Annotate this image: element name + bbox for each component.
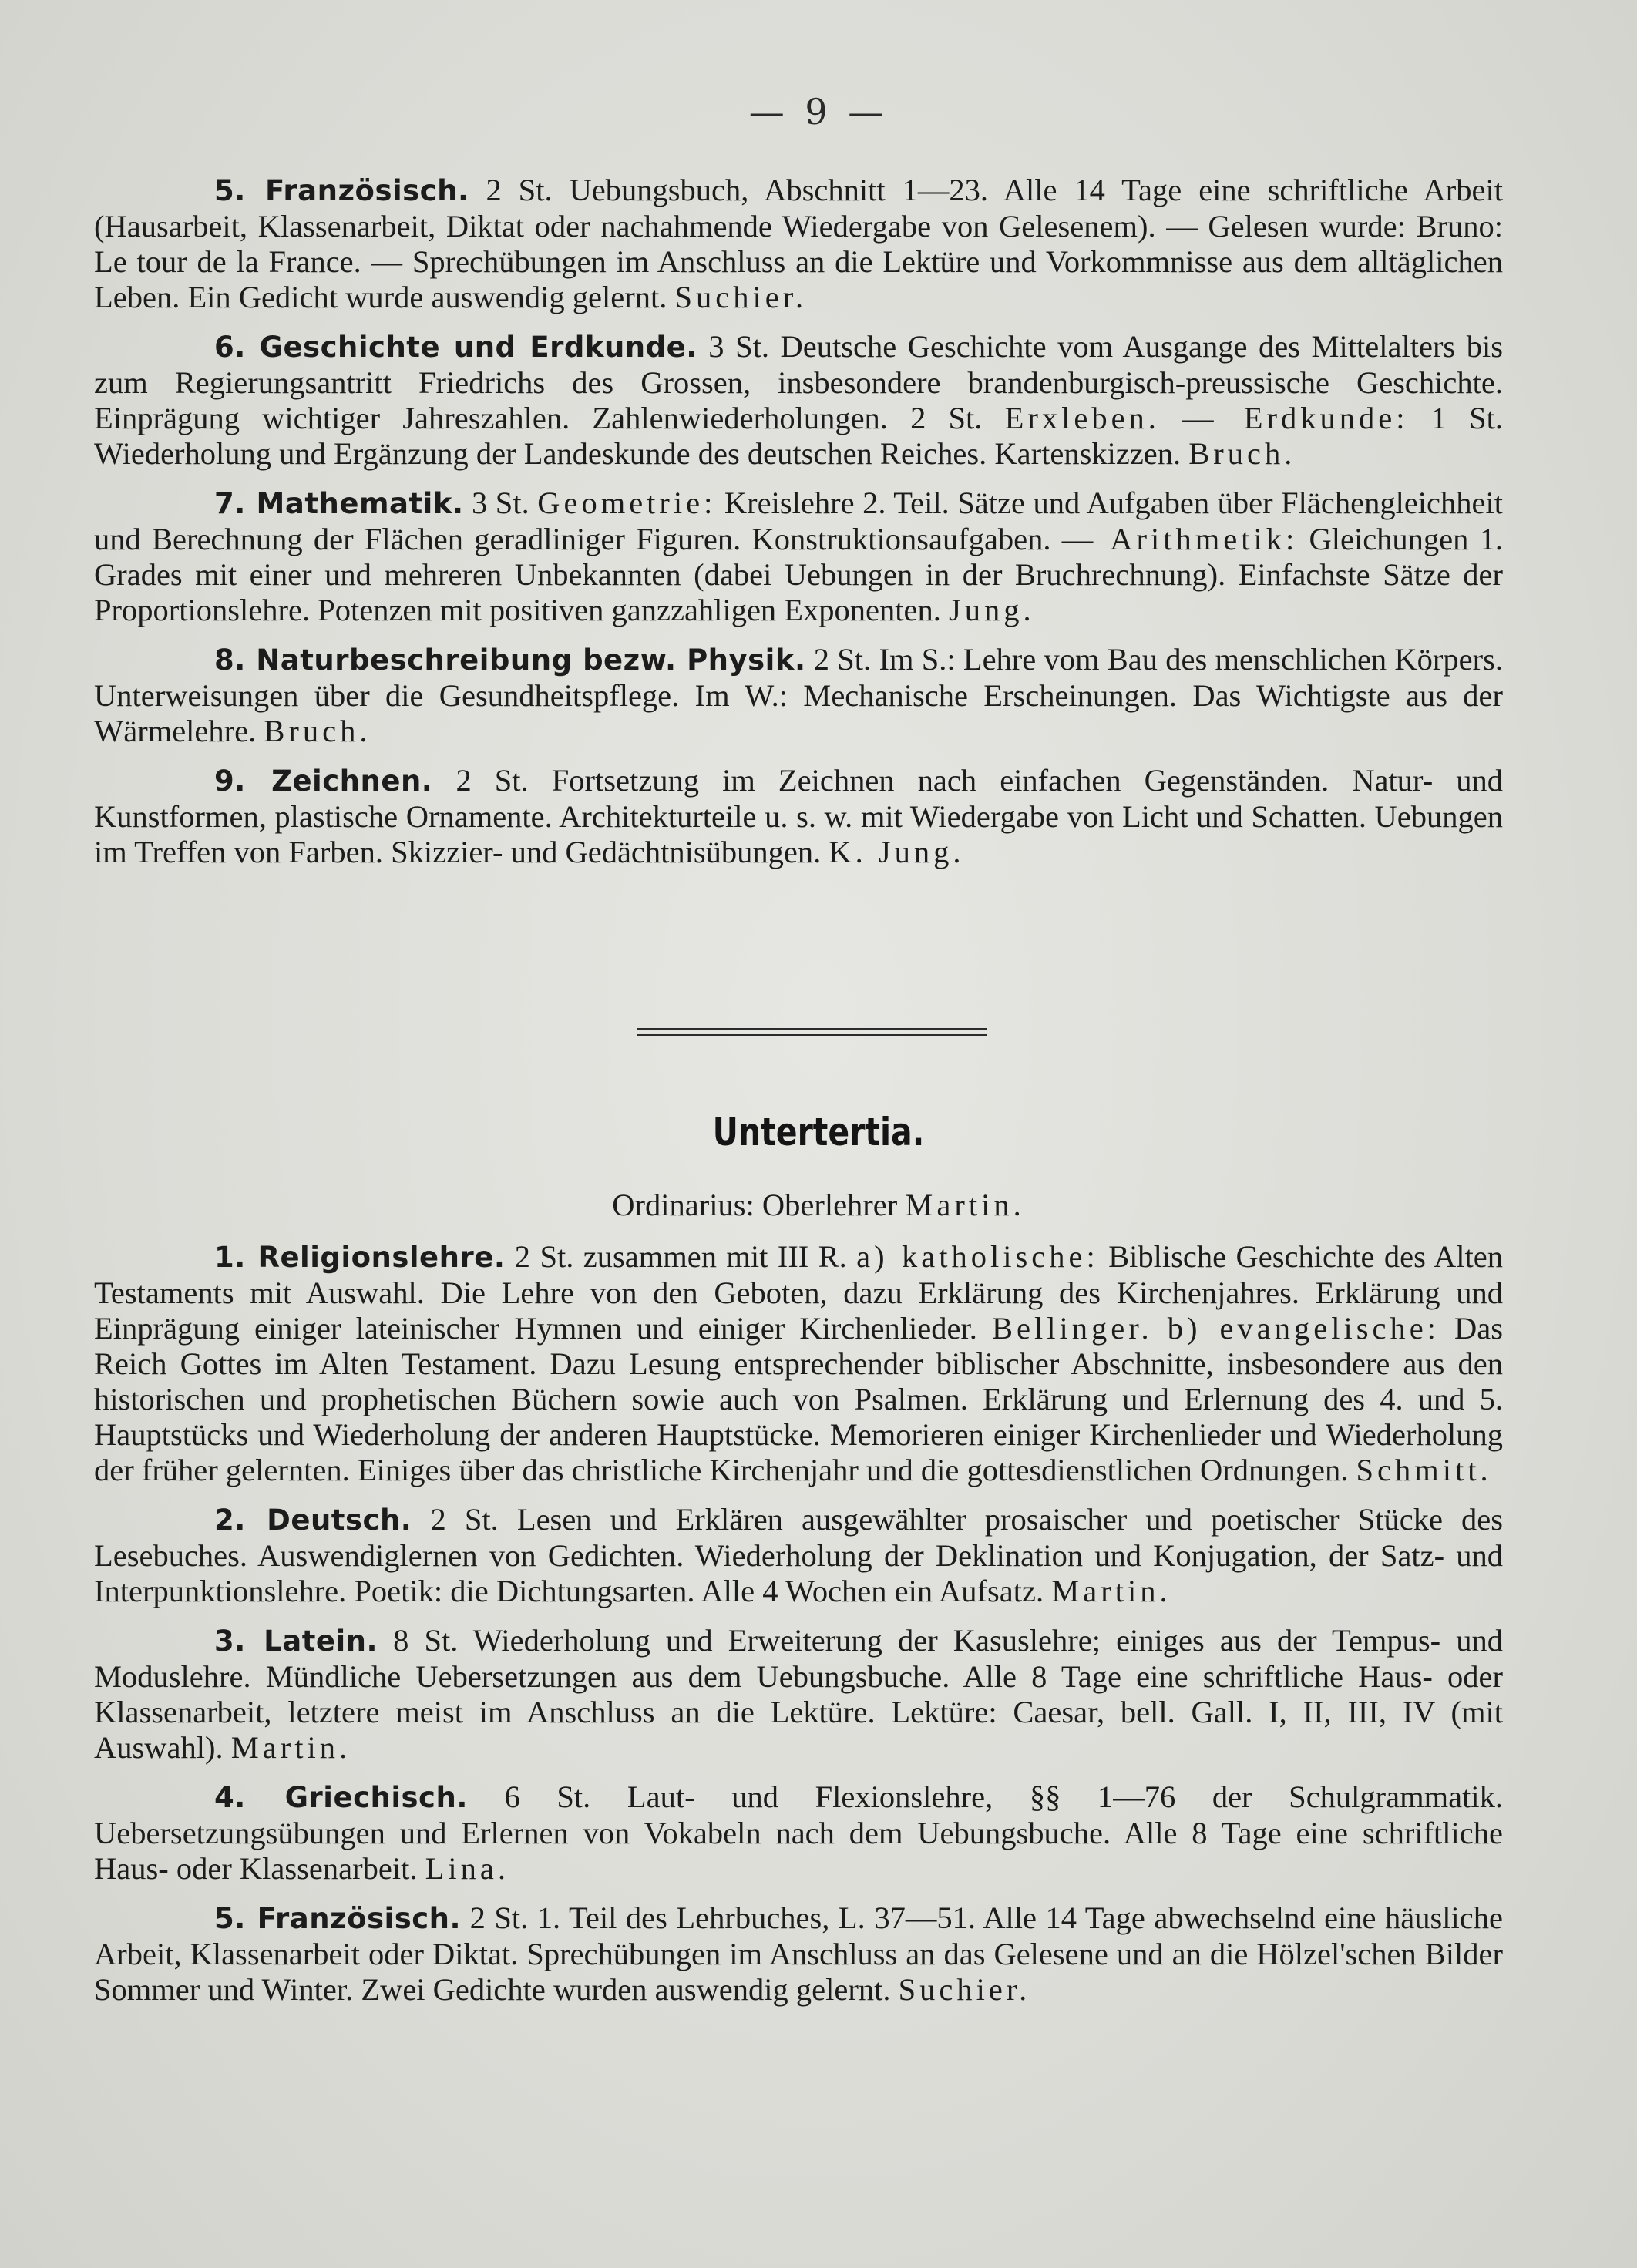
teacher-name: Schmitt. [1356, 1453, 1492, 1487]
paragraph-zeichnen [94, 763, 1503, 870]
bottom-section [94, 1239, 1503, 2021]
paragraph-body: Kreislehre 2. Teil. Sätze und Aufgaben über Flächengleichheit und Berechnung der Flächen geradliniger Figuren. Konstruktionsaufgaben. [94, 486, 1504, 556]
subject-heading: 8. Naturbeschreibung bezw. Physik. [214, 643, 806, 677]
subject-heading: 3. Latein. [214, 1625, 378, 1658]
subject-heading: 6. Geschichte und Erdkunde. [214, 331, 697, 364]
ordinarius-name: Martin. [905, 1188, 1025, 1222]
ordinarius-label: Ordinarius: Oberlehrer [612, 1188, 898, 1222]
paragraph-religion [94, 1239, 1503, 1488]
subject-heading: 9. Zeichnen. [214, 764, 433, 798]
teacher-name: Suchier. [898, 1972, 1031, 2007]
paragraph-latein [94, 1623, 1503, 1766]
sub-label: — Arithmetik: [1061, 522, 1299, 556]
top-section [94, 173, 1503, 884]
subject-heading: 5. Französisch. [214, 1902, 462, 1935]
teacher-name: Jung. [948, 593, 1035, 627]
teacher-name: Bruch. [264, 714, 371, 748]
sub-label: a) katholische: [856, 1239, 1099, 1274]
teacher-name: Bruch. [1188, 436, 1296, 471]
section-divider-top [637, 1028, 987, 1030]
paragraph-body: 1 St. Wiederholung und Ergänzung der Landeskunde des deutschen Reiches. Kartenskizzen. [94, 401, 1504, 471]
paragraph-body: Fortsetzung im Zeichnen nach einfachen Gegenständen. Natur- und Kunstformen, plastische Ornamente. Architekturteile u. s. w. mit Wiedergabe von Licht und Schatten. Uebungen im Treffen von Farben. Skizzier- und Gedächtnisübungen. [94, 763, 1504, 869]
teacher-name: Martin. [230, 1730, 351, 1765]
paragraph-griechisch [94, 1779, 1503, 1887]
teacher-name: Suchier. [674, 280, 808, 314]
hours: 2 St. [430, 1502, 499, 1537]
hours: 2 St. [455, 763, 529, 798]
paragraph-franzoesisch-2 [94, 1900, 1503, 2008]
page-number: — 9 — [748, 91, 889, 133]
hours: 6 St. [504, 1779, 591, 1814]
hours: 2 St. zusammen mit III R. [514, 1239, 847, 1274]
paragraph-geschichte [94, 329, 1503, 472]
paragraph-body: Gleichungen 1. Grades mit einer und mehreren Unbekannten (dabei Uebungen in der Bruchrechnung). Einfachste Sätze der Proportionslehre. Potenzen mit positiven ganzzahligen Exponenten. [94, 522, 1503, 627]
teacher-name: Erxleben. [1004, 401, 1160, 435]
ordinarius-line [0, 1187, 1637, 1223]
teacher-name: Lina. [425, 1851, 509, 1886]
paragraph-deutsch [94, 1502, 1503, 1609]
hours: 2 St. [486, 173, 553, 207]
subject-heading: 7. Mathematik. [214, 487, 464, 520]
subject-heading: 5. Französisch. [214, 174, 469, 207]
paragraph-body: Uebungsbuch, Abschnitt 1—23. Alle 14 Tage eine schriftliche Arbeit (Hausarbeit, Klassenarbeit, Diktat oder nachahmende Wiedergabe von Gelesenem). — Gelesen wurde: Bruno: Le tour de la France. — Sprechübungen im Anschluss an die Lektüre und Vorkommnisse aus dem alltäglichen Leben. Ein Gedicht wurde auswendig gelernt. [94, 173, 1503, 314]
subject-heading: 1. Religionslehre. [214, 1241, 506, 1274]
paragraph-body: Lesen und Erklären ausgewählter prosaischer und poetischer Stücke des Lesebuches. Auswendiglernen von Gedichten. Wiederholung der Deklination und Konjugation, der Satz- und Interpunktionslehre. Poetik: die Dichtungsarten. Alle 4 Wochen ein Aufsatz. [94, 1502, 1504, 1608]
teacher-name: Bellinger. [991, 1311, 1153, 1346]
teacher-name: Martin. [1051, 1574, 1171, 1608]
section-title: Untertertia. [712, 1110, 925, 1154]
paragraph-mathematik [94, 486, 1503, 628]
hours: 2 St. [469, 1900, 529, 1935]
subject-heading: 2. Deutsch. [214, 1504, 412, 1537]
paragraph-physik [94, 642, 1503, 749]
paragraph-franzoesisch [94, 173, 1503, 315]
hours: 2 St. [813, 642, 872, 677]
paragraph-body: Wiederholung und Erweiterung der Kasuslehre; einiges aus der Tempus- und Moduslehre. Mündliche Uebersetzungen aus dem Uebungsbuche. Alle 8 Tage eine schriftliche Haus- oder Klassenarbeit, letztere meist im Anschluss an die Lektüre. Lektüre: Caesar, bell. Gall. I, II, III, IV (mit Auswahl). [94, 1623, 1504, 1765]
paragraph-body: Das Reich Gottes im Alten Testament. Dazu Lesung entsprechender biblischer Abschnitte, insbesondere aus den historischen und prophetischen Büchern sowie auch von Psalmen. Erklärung und Erlernung des 4. und 5. Hauptstücks und Wiederholung der anderen Hauptstücke. Memorieren einiger Kirchenlieder und Wiederholung der früher gelernten. Einiges über das christliche Kirchenjahr und die gottesdienstlichen Ordnungen. [94, 1311, 1504, 1487]
section-divider-bottom [637, 1034, 987, 1036]
hours: 3 St. [472, 486, 529, 520]
paragraph-body: Biblische Geschichte des Alten Testaments mit Auswahl. Die Lehre von den Geboten, dazu Erklärung des Kirchenjahres. Erklärung und Einprägung einiger lateinischer Hymnen und einiger Kirchenlieder. [94, 1239, 1503, 1346]
teacher-name: K. Jung. [829, 835, 965, 869]
sub-label: b) evangelische: [1167, 1311, 1440, 1346]
paragraph-body: Laut- und Flexionslehre, §§ 1—76 der Schulgrammatik. Uebersetzungsübungen und Erlernen von Vokabeln nach dem Uebungsbuche. Alle 8 Tage eine schriftliche Haus- oder Klassenarbeit. [94, 1779, 1503, 1886]
subject-heading: 4. Griechisch. [214, 1781, 468, 1814]
sub-label: — Erdkunde: [1182, 401, 1409, 435]
hours: 8 St. [393, 1623, 459, 1658]
sub-label: Geometrie: [537, 486, 717, 520]
paragraph-body: Deutsche Geschichte vom Ausgange des Mittelalters bis zum Regierungsantritt Friedrichs des Grossen, insbesondere brandenburgisch-preussische Geschichte. Einprägung wichtiger Jahreszahlen. Zahlenwiederholungen. 2 St. [94, 329, 1503, 435]
paragraph-body: Im S.: Lehre vom Bau des menschlichen Körpers. Unterweisungen über die Gesundheitspflege. Im W.: Mechanische Erscheinungen. Das Wichtigste aus der Wärmelehre. [94, 642, 1504, 748]
paragraph-body: 1. Teil des Lehrbuches, L. 37—51. Alle 14 Tage abwechselnd eine häusliche Arbeit, Klassenarbeit oder Diktat. Sprechübungen im Anschluss an das Gelesene und an die Hölzel'schen Bilder Sommer und Winter. Zwei Gedichte wurden auswendig gelernt. [94, 1900, 1503, 2007]
hours: 3 St. [708, 329, 769, 364]
